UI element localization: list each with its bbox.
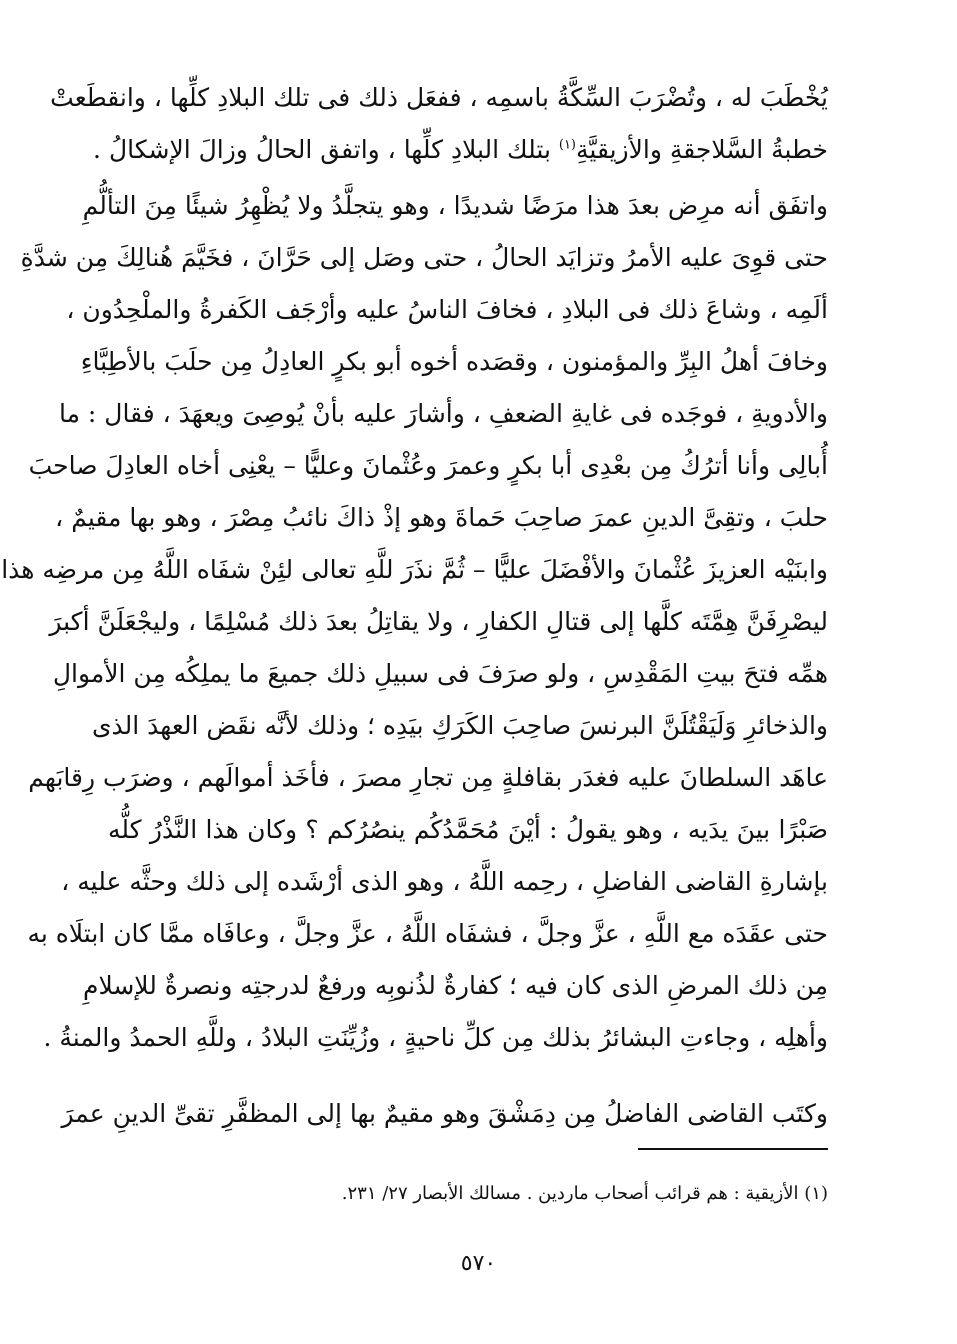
text-line: حتى قوِىَ عليه الأمرُ وتزايَد الحالُ ، حتى وصَل إلى حَرَّانَ ، فخَيَّمَ هُنالِكَ مِن شدَّةِ: [20, 243, 828, 272]
text-line: [93, 124, 828, 176]
text-line: همِّه فتحَ بيتِ المَقْدِسِ ، ولو صرَفَ فى سبيلِ ذلك جميعَ ما يملِكُه مِن الأموالِ: [52, 659, 828, 688]
footnote: (١) الأزيقية : هم قرائب أصحاب ماردين . مسالك الأبصار ٢٧/ ٢٣١.: [341, 1183, 828, 1204]
text-fragment: خطبةُ السَّلاجقةِ والأزيقيَّةِ: [576, 135, 828, 164]
text-line: وابنَيْه العزيزَ عُثْمانَ والأفْضَلَ عليًّا – ثُمَّ نذَرَ للَّهِ تعالى لئِنْ شفَاه اللَّهُ مِن مرضِه هذا: [1, 555, 828, 584]
text-line: أُبالِى وأنا أترُكُ مِن بعْدِى أبا بكرٍ وعمرَ وعُثْمانَ وعليًّا – يعْنِى أخاه العادِلَ صاحبَ: [28, 451, 828, 480]
text-line: وأهلِه ، وجاءتِ البشائرُ بذلك مِن كلِّ ناحيةٍ ، وزُيِّنَتِ البلادُ ، وللَّهِ الحمدُ والمنةُ .: [43, 1023, 828, 1052]
text-line: يُخْطَبَ له ، وتُضْرَبَ السِّكَّةُ باسمِه ، ففعَل ذلك فى تلك البلادِ كلِّها ، وانقطَعتْ: [50, 83, 828, 112]
text-line: وكتَب القاضى الفاضلُ مِن دِمَشْقَ وهو مقيمٌ بها إلى المظفَّرِ تقىِّ الدينِ عمرَ: [61, 1099, 828, 1128]
page-number: ٥٧٠: [460, 1251, 497, 1276]
text-line: مِن ذلك المرضِ الذى كان فيه ؛ كفارةٌ لذُنوبِه ورفعٌ لدرجتِه ونصرةٌ للإسلامِ: [82, 971, 828, 1000]
footnote-reference[interactable]: (١): [558, 137, 576, 153]
footnote-divider: [638, 1148, 828, 1150]
paragraph: [61, 1088, 828, 1140]
text-fragment: بتلك البلادِ كلِّها ، واتفق الحالُ وزالَ الإشكالُ .: [93, 135, 559, 164]
text-line: حتى عقَدَه مع اللَّهِ ، عزَّ وجلَّ ، فشفَاه اللَّهُ ، عزَّ وجلَّ ، وعافَاه ممَّا كان ابتلَاه به: [27, 919, 828, 948]
text-line: بإشارةِ القاضى الفاضلِ ، رحِمه اللَّهُ ، وهو الذى أرْشَده إلى ذلك وحثَّه عليه ،: [61, 867, 828, 896]
text-line: حلبَ ، وتقِىَّ الدينِ عمرَ صاحِبَ حَماةَ وهو إذْ ذاكَ نائبُ مِصْرَ ، وهو بها مقيمٌ ،: [55, 503, 828, 532]
paragraph: [1, 180, 828, 1064]
text-line: والأدويةِ ، فوجَده فى غايةِ الضعفِ ، وأشارَ عليه بأنْ يُوصِىَ ويعهَدَ ، فقال : ما: [58, 399, 828, 428]
text-line: والذخائرِ وَلَيَقْتُلَنَّ البرنسَ صاحِبَ الكَرَكِ بيَدِه ؛ وذلك لأنَّه نقَض العهدَ الذى: [91, 711, 828, 740]
paragraph: [50, 72, 828, 176]
text-line: وخافَ أهلُ البِرِّ والمؤمنون ، وقصَده أخوه أبو بكرٍ العادِلُ مِن حلَبَ بالأطِبَّاءِ: [80, 347, 828, 376]
text-line: عاهَد السلطانَ عليه فغدَر بقافلةٍ مِن تجارِ مصرَ ، فأخَذ أموالَهم ، وضرَب رِقابَهم: [28, 763, 828, 792]
text-line: صَبْرًا بينَ يدَيه ، وهو يقولُ : أيْنَ مُحَمَّدُكُم ينصُرُكم ؟ وكان هذا النَّذْرُ كلُّه: [108, 815, 828, 844]
text-line: ليصْرِفَنَّ هِمَّتَه كلَّها إلى قتالِ الكفارِ ، ولا يقاتِلُ بعدَ ذلك مُسْلِمًا ، وليجْعَلَنَّ أكبرَ: [49, 607, 828, 636]
text-line: واتفَق أنه مرِض بعدَ هذا مرَضًا شديدًا ، وهو يتجلَّدُ ولا يُظْهِرُ شيئًا مِنَ التألُّمِ: [82, 191, 828, 220]
text-line: ألَمِه ، وشاعَ ذلك فى البلادِ ، فخافَ الناسُ عليه وأرْجَف الكَفرةُ والملْحِدُون ،: [66, 295, 828, 324]
